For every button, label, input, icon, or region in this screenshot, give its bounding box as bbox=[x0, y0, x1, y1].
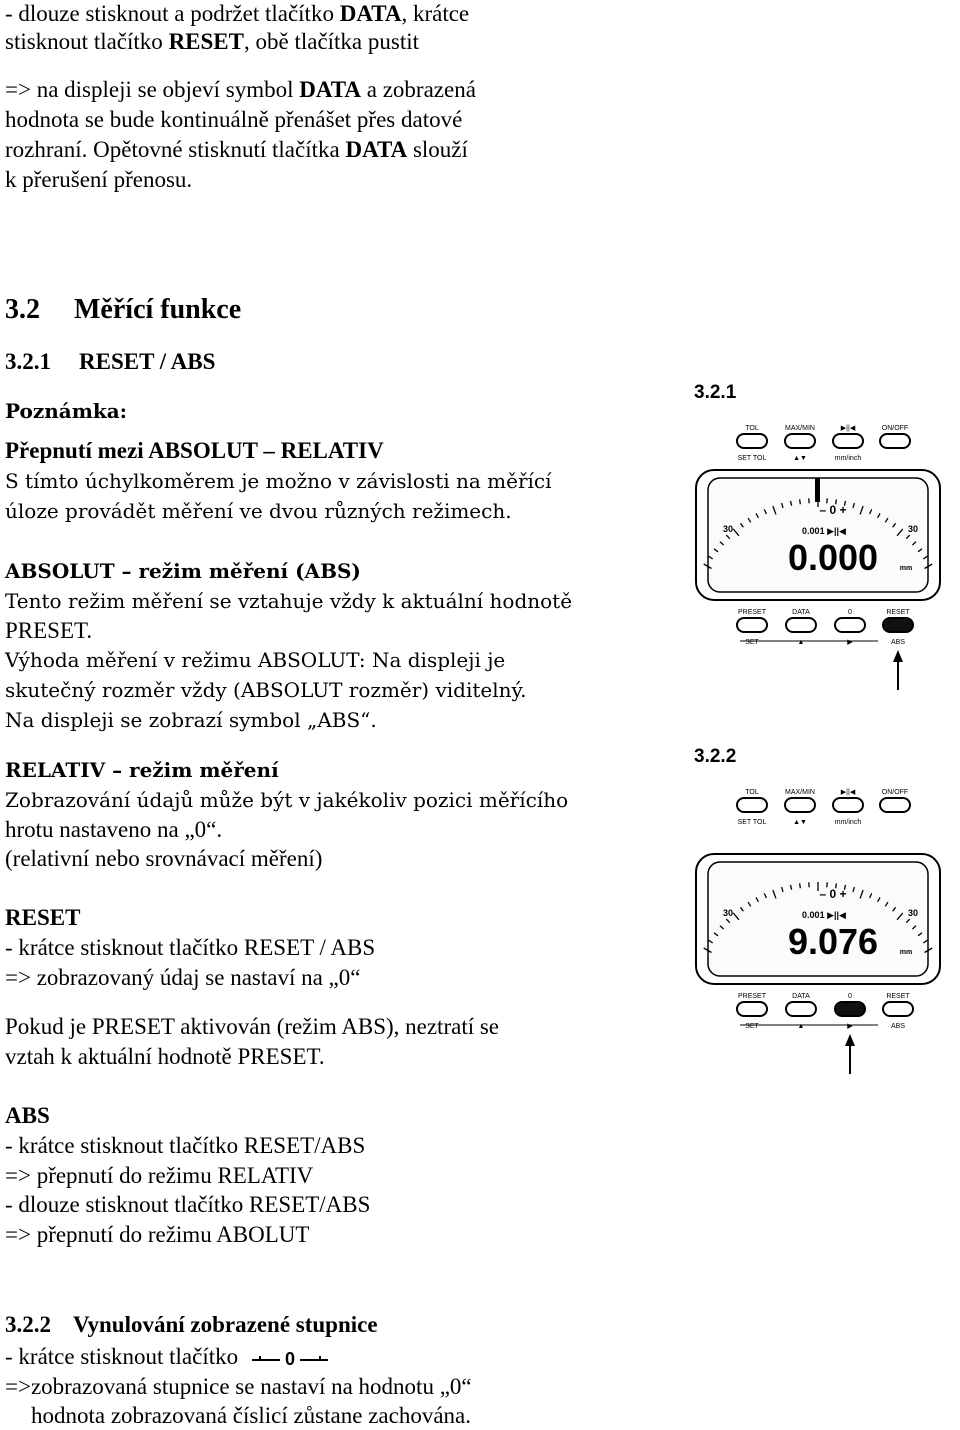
top-button-sublabel: mm/inch bbox=[835, 819, 862, 826]
top-button bbox=[785, 798, 815, 812]
unit-label: mm bbox=[900, 949, 912, 956]
top-button-label: ▶||◀ bbox=[841, 789, 856, 796]
bottom-button-sublabel: ▶ bbox=[847, 639, 853, 646]
scale-left-label: 30 bbox=[723, 524, 733, 534]
intro-line-1: - dlouze stisknout a podržet tlačítko DATA, krátce bbox=[5, 0, 469, 28]
bottom-button bbox=[883, 1002, 913, 1016]
top-button-sublabel: ▲▼ bbox=[793, 455, 807, 462]
abs2-line-1: - krátce stisknout tlačítko RESET/ABS bbox=[5, 1132, 365, 1160]
scale-right-label: 30 bbox=[908, 908, 918, 918]
scale-tick bbox=[800, 499, 801, 504]
preset-line-2: vztah k aktuální hodnotě PRESET. bbox=[5, 1043, 325, 1071]
zero-button-icon bbox=[250, 1348, 330, 1370]
top-button-label: ON/OFF bbox=[882, 789, 908, 796]
scale-needle bbox=[815, 478, 820, 502]
switch-title: Přepnutí mezi ABSOLUT – RELATIV bbox=[5, 437, 384, 465]
abs-line-1: Tento režim měření se vztahuje vždy k aktuální hodnotě bbox=[5, 587, 572, 615]
pointer-arrow-head bbox=[845, 1034, 855, 1046]
abs2-title: ABS bbox=[5, 1102, 50, 1130]
top-button-label: MAX/MIN bbox=[785, 789, 815, 796]
resolution-label: 0.001 ▶||◀ bbox=[802, 526, 846, 536]
scale-right-label: 30 bbox=[908, 524, 918, 534]
top-button bbox=[833, 798, 863, 812]
top-button-label: ▶||◀ bbox=[841, 425, 856, 432]
rel-mode-title: RELATIV – režim měření bbox=[5, 756, 279, 784]
rel-line-3: (relativní nebo srovnávací měření) bbox=[5, 845, 322, 873]
top-button bbox=[880, 798, 910, 812]
bottom-button bbox=[835, 1002, 865, 1016]
bottom-button bbox=[883, 618, 913, 632]
unit-label: mm bbox=[900, 565, 912, 572]
gauge-figure-1 bbox=[688, 378, 958, 718]
intro-line-3: => na displeji se objeví symbol DATA a zobrazená bbox=[5, 76, 476, 104]
bottom-button-sublabel: ▲ bbox=[798, 639, 805, 646]
abs-line-5: Na displeji se zobrazí symbol „ABS“. bbox=[5, 706, 377, 734]
bottom-button-label: RESET bbox=[886, 993, 910, 1000]
reset-line-1: - krátce stisknout tlačítko RESET / ABS bbox=[5, 934, 375, 962]
intro-line-2: stisknout tlačítko RESET, obě tlačítka pustit bbox=[5, 28, 419, 56]
bottom-button bbox=[786, 1002, 816, 1016]
top-button-sublabel: SET TOL bbox=[738, 455, 767, 462]
reset-title: RESET bbox=[5, 904, 80, 932]
bottom-button-sublabel: ABS bbox=[891, 639, 905, 646]
abs-line-2: PRESET. bbox=[5, 617, 92, 645]
abs2-line-2: => přepnutí do režimu RELATIV bbox=[5, 1162, 313, 1190]
intro-line-5: rozhraní. Opětovné stisknutí tlačítka DATA slouží bbox=[5, 136, 468, 164]
top-button-label: TOL bbox=[745, 425, 759, 432]
section-3-2-heading: 3.2 Měřící funkce bbox=[5, 292, 241, 328]
scale-tick bbox=[800, 883, 801, 888]
bottom-button-sublabel: ▶ bbox=[847, 1023, 853, 1030]
digital-reading: 9.076 bbox=[788, 921, 878, 962]
preset-line-1: Pokud je PRESET aktivován (režim ABS), neztratí se bbox=[5, 1013, 499, 1041]
rel-line-2: hrotu nastaveno na „0“. bbox=[5, 816, 222, 844]
gauge-figure-2 bbox=[688, 742, 958, 1087]
scale-left-label: 30 bbox=[723, 908, 733, 918]
bottom-button-label: DATA bbox=[792, 993, 810, 1000]
top-button-sublabel: SET TOL bbox=[738, 819, 767, 826]
abs-line-3: Výhoda měření v režimu ABSOLUT: Na displeji je bbox=[5, 646, 505, 674]
scale-zero-label: – 0 + bbox=[819, 503, 846, 517]
bottom-button-label: PRESET bbox=[738, 609, 767, 616]
top-button-label: MAX/MIN bbox=[785, 425, 815, 432]
top-button bbox=[833, 434, 863, 448]
switch-line-2: úloze provádět měření ve dvou různých režimech. bbox=[5, 497, 512, 525]
bottom-button-sublabel: ABS bbox=[891, 1023, 905, 1030]
reset-line-2: => zobrazovaný údaj se nastaví na „0“ bbox=[5, 964, 360, 992]
bottom-button-label: DATA bbox=[792, 609, 810, 616]
intro-line-6: k přerušení přenosu. bbox=[5, 166, 192, 194]
bottom-button-label: 0 bbox=[848, 609, 852, 616]
top-button bbox=[737, 434, 767, 448]
intro-line-4: hodnota se bude kontinuálně přenášet přes datové bbox=[5, 106, 462, 134]
top-button bbox=[785, 434, 815, 448]
abs2-line-4: => přepnutí do režimu ABOLUT bbox=[5, 1221, 309, 1249]
top-button bbox=[737, 798, 767, 812]
scale-zero-label: – 0 + bbox=[819, 887, 846, 901]
resolution-label: 0.001 ▶||◀ bbox=[802, 910, 846, 920]
s322-line-1: - krátce stisknout tlačítko 0 bbox=[5, 1343, 330, 1371]
abs2-line-3: - dlouze stisknout tlačítko RESET/ABS bbox=[5, 1191, 370, 1219]
svg-text:0: 0 bbox=[285, 1349, 295, 1369]
top-button bbox=[880, 434, 910, 448]
bottom-button-label: PRESET bbox=[738, 993, 767, 1000]
s322-line-3: hodnota zobrazovaná číslicí zůstane zachována. bbox=[31, 1402, 471, 1430]
note-label: Poznámka: bbox=[5, 397, 127, 425]
figure-label: 3.2.1 bbox=[694, 382, 737, 403]
rel-line-1: Zobrazování údajů může být v jakékoliv pozici měřícího bbox=[5, 786, 568, 814]
top-button-sublabel: ▲▼ bbox=[793, 819, 807, 826]
bottom-button bbox=[737, 1002, 767, 1016]
bottom-button-sublabel: SET bbox=[745, 1023, 759, 1030]
bottom-button-label: RESET bbox=[886, 609, 910, 616]
bottom-button-sublabel: SET bbox=[745, 639, 759, 646]
top-button-label: TOL bbox=[745, 789, 759, 796]
abs-line-4: skutečný rozměr vždy (ABSOLUT rozměr) viditelný. bbox=[5, 676, 527, 704]
pointer-arrow-head bbox=[893, 650, 903, 662]
s322-line-2: =>zobrazovaná stupnice se nastaví na hodnotu „0“ bbox=[5, 1373, 472, 1401]
bottom-button-sublabel: ▲ bbox=[798, 1023, 805, 1030]
bottom-button-label: 0 bbox=[848, 993, 852, 1000]
bottom-button bbox=[786, 618, 816, 632]
bottom-button bbox=[737, 618, 767, 632]
section-3-2-1-heading: 3.2.1 RESET / ABS bbox=[5, 348, 215, 376]
top-button-label: ON/OFF bbox=[882, 425, 908, 432]
top-button-sublabel: mm/inch bbox=[835, 455, 862, 462]
figure-label: 3.2.2 bbox=[694, 746, 736, 767]
switch-line-1: S tímto úchylkoměrem je možno v závislosti na měřící bbox=[5, 467, 552, 495]
abs-mode-title: ABSOLUT – režim měření (ABS) bbox=[5, 557, 361, 585]
digital-reading: 0.000 bbox=[788, 537, 878, 578]
section-3-2-2-heading: 3.2.2 Vynulování zobrazené stupnice bbox=[5, 1311, 378, 1339]
bottom-button bbox=[835, 618, 865, 632]
